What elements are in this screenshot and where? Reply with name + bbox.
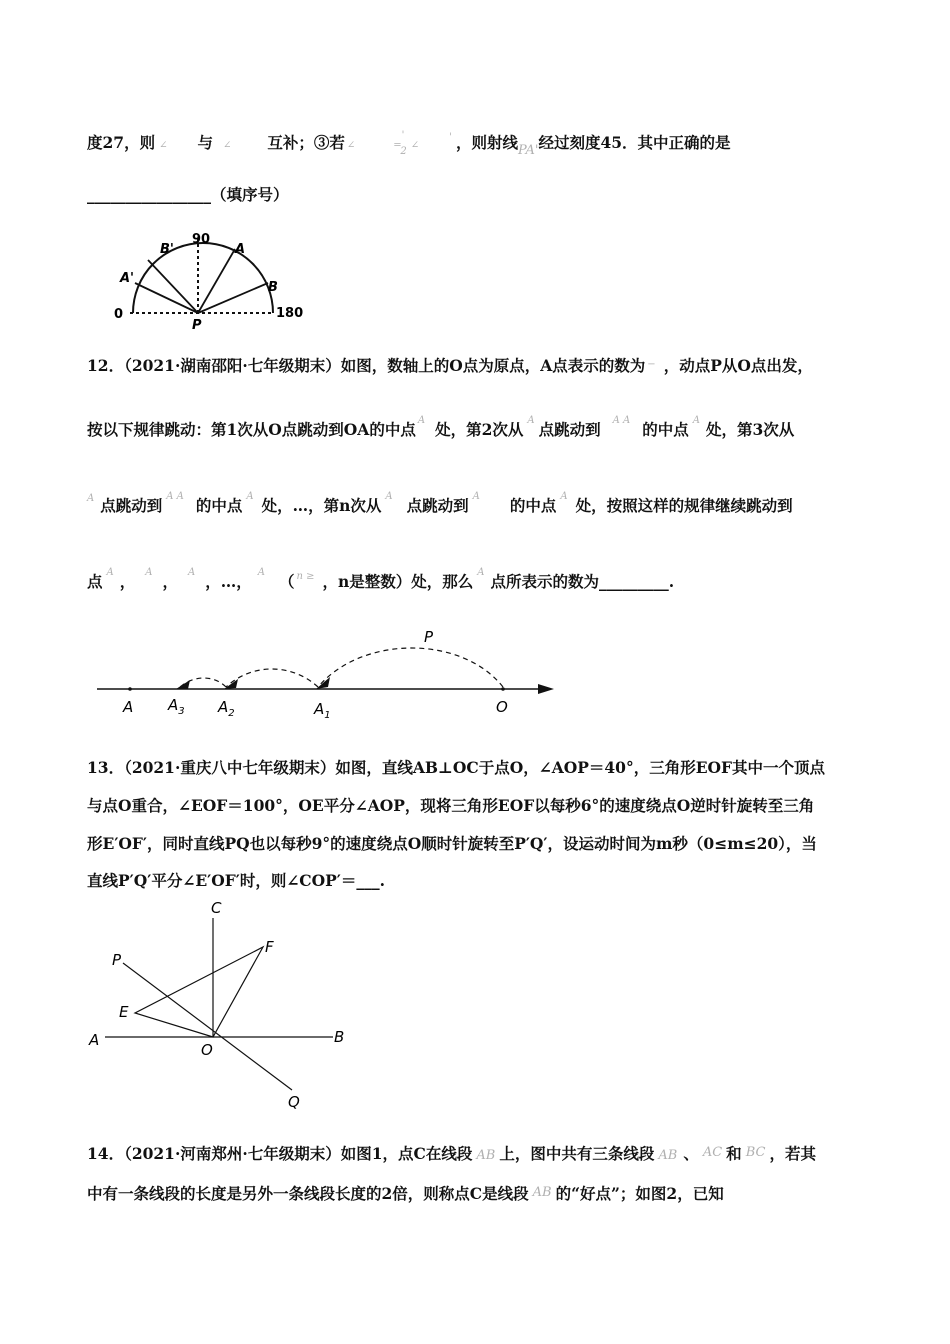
q12-line3 [87, 491, 793, 516]
question-source: （2021·重庆八中七年级期末） [124, 758, 336, 777]
q11-line1 [87, 130, 731, 158]
question-number: 12． [87, 356, 125, 375]
question-number: 13． [87, 758, 125, 777]
formula-placeholder: A [106, 567, 114, 578]
text: 与点O重合，∠EOF＝100°，OE平分∠AOP，现将三角形EOF以每秒6°的速度绕点O逆时针旋转至三角 [87, 796, 815, 815]
text: 上，图中共有三条线段 [499, 1144, 655, 1163]
text: 如图，直线AB⊥OC于点O，∠AOP＝40°，三角形EOF其中一个顶点 [335, 758, 826, 777]
axis-arrowhead [538, 684, 554, 694]
fill-hint: （填序号） [211, 185, 289, 204]
jump-arrow-1 [316, 677, 330, 689]
formula-placeholder: ∠ [159, 140, 168, 151]
label-a-prime: A' [120, 271, 135, 286]
q13-line3 [87, 832, 817, 854]
q11-line2 [87, 183, 289, 205]
text: 点跳动到 [100, 496, 163, 515]
formula-placeholder: AB [658, 1148, 678, 1163]
formula-placeholder: ∠ [346, 140, 356, 151]
label-f: F [265, 938, 274, 956]
text: 与 [197, 133, 213, 152]
label-0: 0 [114, 307, 124, 322]
answer-blank: _________ [599, 572, 669, 591]
formula-placeholder: A [188, 567, 196, 578]
answer-blank: ___ [356, 871, 380, 890]
question-source: （2021·河南郑州·七年级期末） [124, 1144, 341, 1163]
ray-a [198, 249, 235, 313]
text: ，n是整数）处，那么 [322, 572, 474, 591]
text: 的中点 [642, 420, 689, 439]
question-source: （2021·湖南邵阳·七年级期末） [124, 356, 341, 375]
text: 的“好点”；如图2，已知 [555, 1184, 724, 1203]
text: 点跳动到 [538, 420, 601, 439]
text: ， [162, 572, 179, 591]
label-b-prime: B' [160, 242, 174, 257]
text: . [668, 572, 675, 591]
label-a1: $A_1$ [314, 700, 331, 720]
protractor-figure [108, 225, 308, 335]
text: 和 [726, 1144, 742, 1163]
q14-line2 [87, 1182, 724, 1204]
formula-placeholder: A [257, 567, 265, 578]
text: 中有一条线段的长度是另外一条线段长度的2倍，则称点C是线段 [87, 1184, 529, 1203]
label-a2: $A_2$ [218, 698, 235, 719]
label-p: P [424, 628, 434, 646]
text: 形E′OF′，同时直线PQ也以每秒9°的速度绕点O顺时针旋转至P′Q′，设运动时间为m秒（0≤m≤20），当 [87, 834, 817, 853]
label-p: P [192, 318, 202, 333]
label-90: 90 [192, 232, 211, 247]
formula-placeholder: A [692, 415, 700, 426]
text: 处，…，第n次从 [261, 496, 382, 515]
text: 按以下规律跳动：第1次从O点跳动到OA的中点 [87, 420, 416, 439]
formula-placeholder: A A [166, 491, 184, 502]
text: 的中点 [509, 496, 557, 515]
formula-placeholder: A [560, 491, 568, 502]
text: 点所表示的数为 [490, 572, 600, 591]
formula-placeholder: ∠ [222, 140, 232, 151]
semicircle-arc [133, 243, 273, 313]
line-pq [123, 963, 292, 1090]
text: 点 [87, 572, 103, 591]
label-a: A [235, 242, 246, 257]
formula-placeholder: ' [449, 132, 452, 143]
label-b: B [334, 1028, 345, 1046]
point-a [128, 687, 132, 691]
text: 的中点 [195, 496, 243, 515]
ray-a-prime [135, 283, 198, 313]
label-a3: $A_3$ [168, 696, 185, 717]
text: 度27，则 [87, 133, 156, 152]
text: 处，第2次从 [435, 420, 524, 439]
label-180: 180 [276, 306, 304, 321]
jump-arc-2 [226, 669, 318, 687]
q13-line4 [87, 869, 385, 891]
formula-placeholder: A [87, 493, 95, 504]
formula-placeholder: A [472, 491, 480, 502]
formula-placeholder: A [145, 567, 153, 578]
formula-placeholder: PA' [517, 143, 539, 158]
formula-placeholder: A [385, 491, 393, 502]
formula-placeholder: BC [745, 1145, 766, 1160]
jump-arrow-2 [224, 679, 238, 689]
label-a: A [123, 698, 134, 716]
text: . [379, 871, 386, 890]
text: 、 [683, 1144, 699, 1163]
label-c: C [211, 899, 222, 917]
label-q: Q [288, 1093, 300, 1111]
text: 互补；③若 [267, 133, 345, 152]
label-o: O [496, 698, 508, 716]
q12-line1 [87, 354, 813, 376]
q14-line1 [87, 1142, 816, 1164]
formula-placeholder: AC [702, 1145, 723, 1160]
text: ，…， [205, 572, 252, 591]
ray-b [198, 283, 268, 313]
formula-placeholder: ∠ [410, 140, 420, 151]
label-a: A [89, 1031, 100, 1049]
text: （ [279, 572, 295, 591]
jump-arc-1 [318, 648, 503, 687]
text: ，若其 [769, 1144, 816, 1163]
text: ，则射线 [455, 133, 518, 152]
formula-placeholder: ' [401, 130, 405, 141]
point-o [501, 687, 505, 691]
formula-placeholder: = [393, 140, 402, 151]
text: ，动点P从O点出发， [663, 356, 813, 375]
text: ， [119, 572, 136, 591]
text: 处，第3次从 [705, 420, 795, 439]
angle-figure [85, 895, 365, 1115]
ray-b-prime [148, 260, 198, 313]
formula-placeholder: A [417, 415, 426, 426]
formula-placeholder: A [527, 415, 535, 426]
text: 处，按照这样的规律继续跳动到 [575, 496, 793, 515]
text: 直线P′Q′平分∠E′OF′时，则∠COP′＝ [87, 871, 357, 890]
text: 点跳动到 [406, 496, 469, 515]
q12-line4 [87, 567, 675, 592]
formula-placeholder: AB [476, 1148, 496, 1163]
q12-line2 [87, 415, 795, 440]
question-number: 14． [87, 1144, 125, 1163]
text: 如图，数轴上的O点为原点，A点表示的数为 [340, 356, 646, 375]
text: 经过刻度45．其中正确的是 [538, 133, 731, 152]
label-o: O [201, 1041, 213, 1059]
formula-placeholder: A A [612, 415, 631, 426]
label-e: E [119, 1003, 129, 1021]
formula-placeholder: A [246, 491, 254, 502]
number-line-figure [92, 625, 562, 720]
label-b: B [268, 280, 278, 295]
text: 如图1，点C在线段 [340, 1144, 473, 1163]
formula-placeholder: − [647, 359, 656, 370]
formula-placeholder: AB [532, 1185, 552, 1200]
triangle-eof [135, 947, 263, 1037]
answer-blank: ________________ [87, 185, 211, 204]
formula-placeholder: 2 [400, 146, 407, 157]
formula-placeholder: A [477, 567, 485, 578]
label-p: P [112, 951, 122, 969]
formula-placeholder: n ≥ [296, 571, 315, 582]
q13-line1 [87, 756, 825, 778]
q13-line2 [87, 794, 814, 816]
